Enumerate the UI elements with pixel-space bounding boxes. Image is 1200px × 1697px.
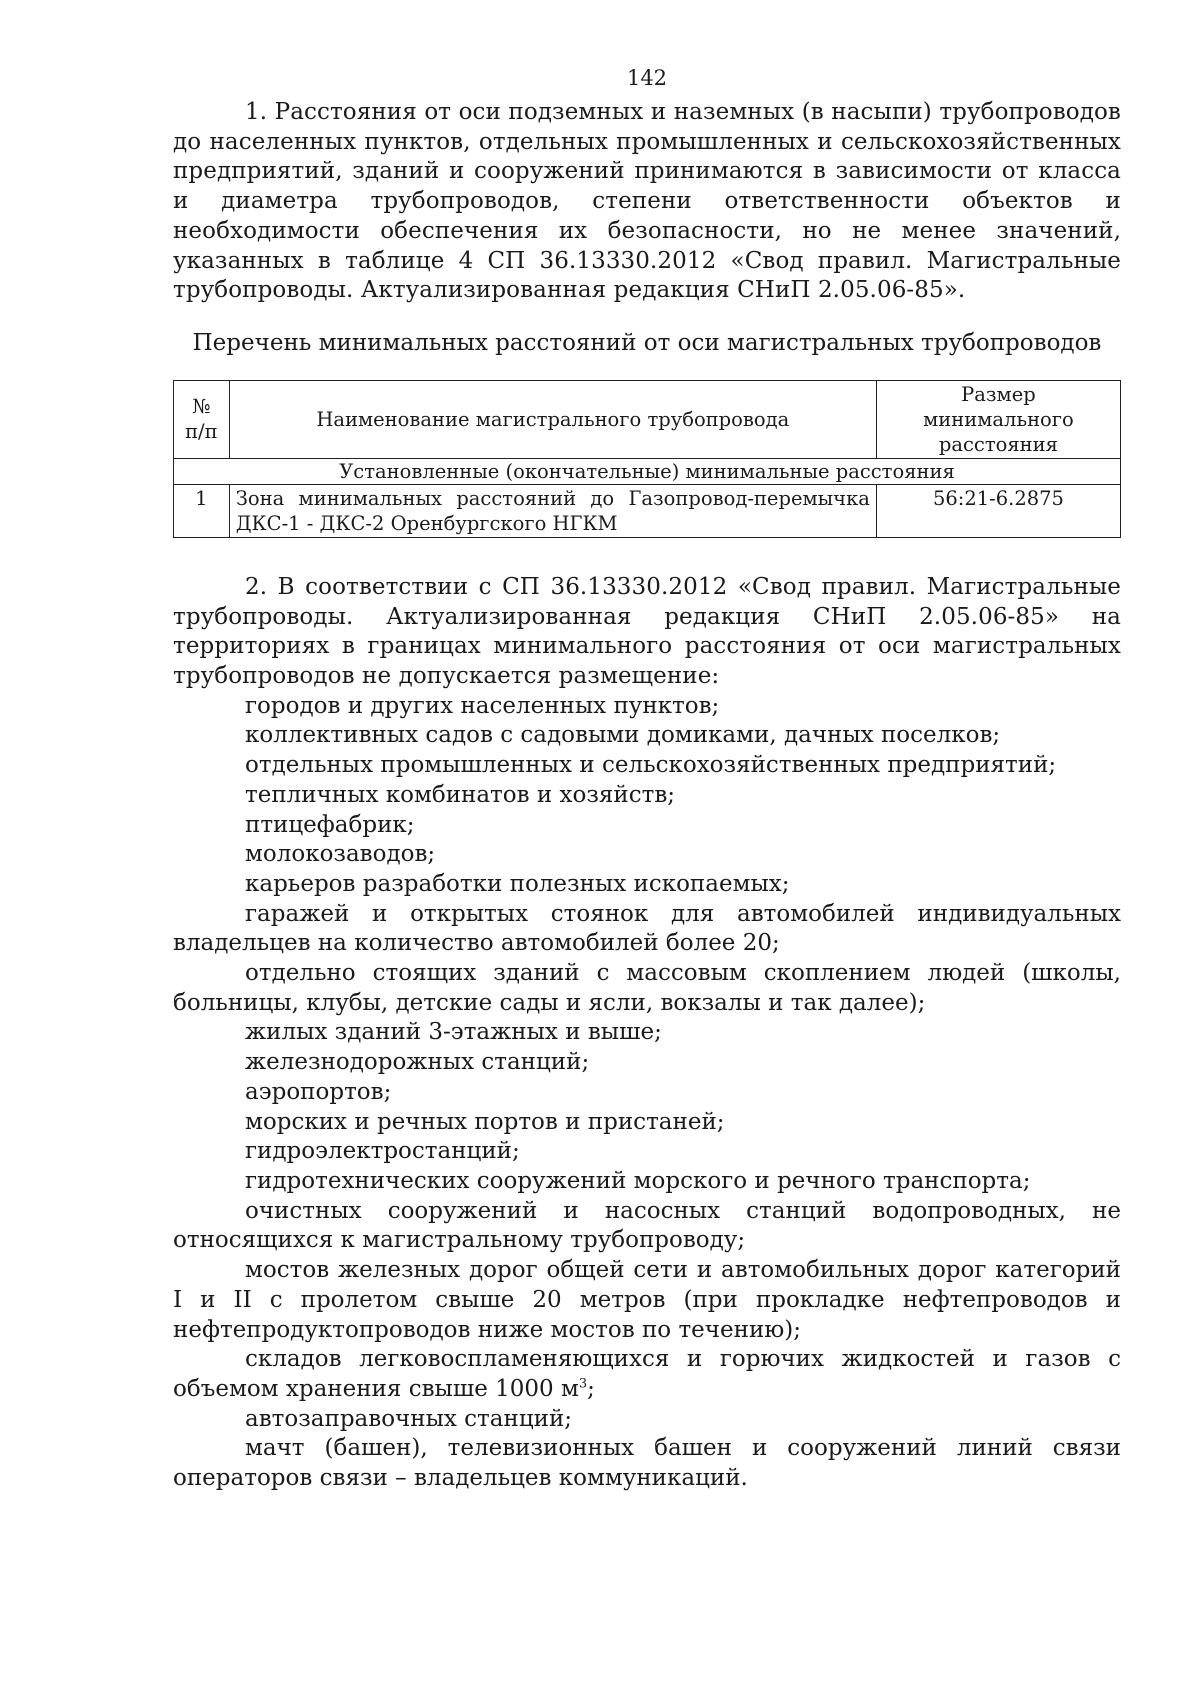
list-item: мачт (башен), телевизионных башен и сооружений линий связи операторов связи – владельцев коммуникаций. — [173, 1435, 1121, 1492]
list-item: гидроэлектростанций; — [245, 1138, 520, 1165]
list-item: жилых зданий 3-этажных и выше; — [245, 1019, 662, 1046]
row-size: 56:21-6.2875 — [876, 484, 1120, 537]
storage-superscript: 3 — [578, 1376, 588, 1392]
list-item: морских и речных портов и пристаней; — [245, 1108, 725, 1135]
table-title: Перечень минимальных расстояний от оси магистральных трубопроводов — [192, 329, 1102, 356]
header-num: № п/п — [174, 380, 230, 458]
section-label: Установленные (окончательные) минимальные расстояния — [174, 458, 1121, 484]
list-item: железнодорожных станций; — [245, 1049, 590, 1076]
list-item: аэропортов; — [245, 1078, 392, 1105]
storage-suffix: ; — [587, 1375, 595, 1402]
list-item: отдельно стоящих зданий с массовым скоплением людей (школы, больницы, клубы, детские сады и ясли, вокзалы и так далее); — [173, 960, 1121, 1016]
header-name: Наименование магистрального трубопровода — [229, 380, 876, 458]
pipeline-distance-table — [173, 380, 1121, 538]
storage-text: складов легковоспламеняющихся и горючих жидкостей и газов с объемом хранения свыше 1000 м — [173, 1346, 1121, 1402]
list-item: автозаправочных станций; — [245, 1405, 573, 1432]
document-page — [173, 64, 1121, 1494]
list-item-storage — [173, 1345, 1121, 1404]
list-item: мостов железных дорог общей сети и автомобильных дорог категорий I и II с пролетом свыше 20 метров (при прокладке нефтепроводов и нефтепродуктопроводов ниже мостов по течению); — [173, 1257, 1121, 1343]
list-item: гаражей и открытых стоянок для автомобилей индивидуальных владельцев на количество автомобилей более 20; — [173, 900, 1121, 957]
list-item: тепличных комбинатов и хозяйств; — [245, 781, 676, 808]
second-paragraph: 2. В соответствии с СП 36.13330.2012 «Свод правил. Магистральные трубопроводы. Актуализированная редакция СНиП 2.05.06-85» на территориях в границах минимального расстояния от оси магистральных трубопроводов не допускается размещение: — [173, 573, 1121, 690]
row-num: 1 — [174, 484, 230, 537]
prohibited-list — [173, 692, 1121, 1494]
list-item: городов и других населенных пунктов; — [245, 692, 720, 719]
list-item: гидротехнических сооружений морского и речного транспорта; — [245, 1167, 1031, 1194]
table-row — [174, 484, 1121, 537]
list-item: карьеров разработки полезных ископаемых; — [245, 870, 790, 897]
list-item: молокозаводов; — [245, 841, 436, 868]
list-item: очистных сооружений и насосных станций водопроводных, не относящихся к магистральному трубопроводу; — [173, 1197, 1121, 1254]
page-number: 142 — [626, 66, 668, 90]
header-size: Размер минимального расстояния — [876, 380, 1120, 458]
table-header-row — [174, 380, 1121, 458]
intro-paragraph: 1. Расстояния от оси подземных и наземных (в насыпи) трубопроводов до населенных пунктов, отдельных промышленных и сельскохозяйственных предприятий, зданий и сооружений принимаются в зависимости от класса и диаметра трубопроводов, степени ответственности объектов и необходимости обеспечения их безопасности, но не менее значений, указанных в таблице 4 СП 36.13330.2012 «Свод правил. Магистральные трубопроводы. Актуализированная редакция СНиП 2.05.06-85». — [173, 99, 1121, 304]
table-section-row — [174, 458, 1121, 484]
list-item: птицефабрик; — [245, 811, 415, 838]
row-name: Зона минимальных расстояний до Газопровод-перемычка ДКС-1 - ДКС-2 Оренбургского НГКМ — [229, 484, 876, 537]
list-item: коллективных садов с садовыми домиками, дачных поселков; — [245, 722, 1001, 749]
list-item: отдельных промышленных и сельскохозяйственных предприятий; — [245, 752, 1057, 779]
